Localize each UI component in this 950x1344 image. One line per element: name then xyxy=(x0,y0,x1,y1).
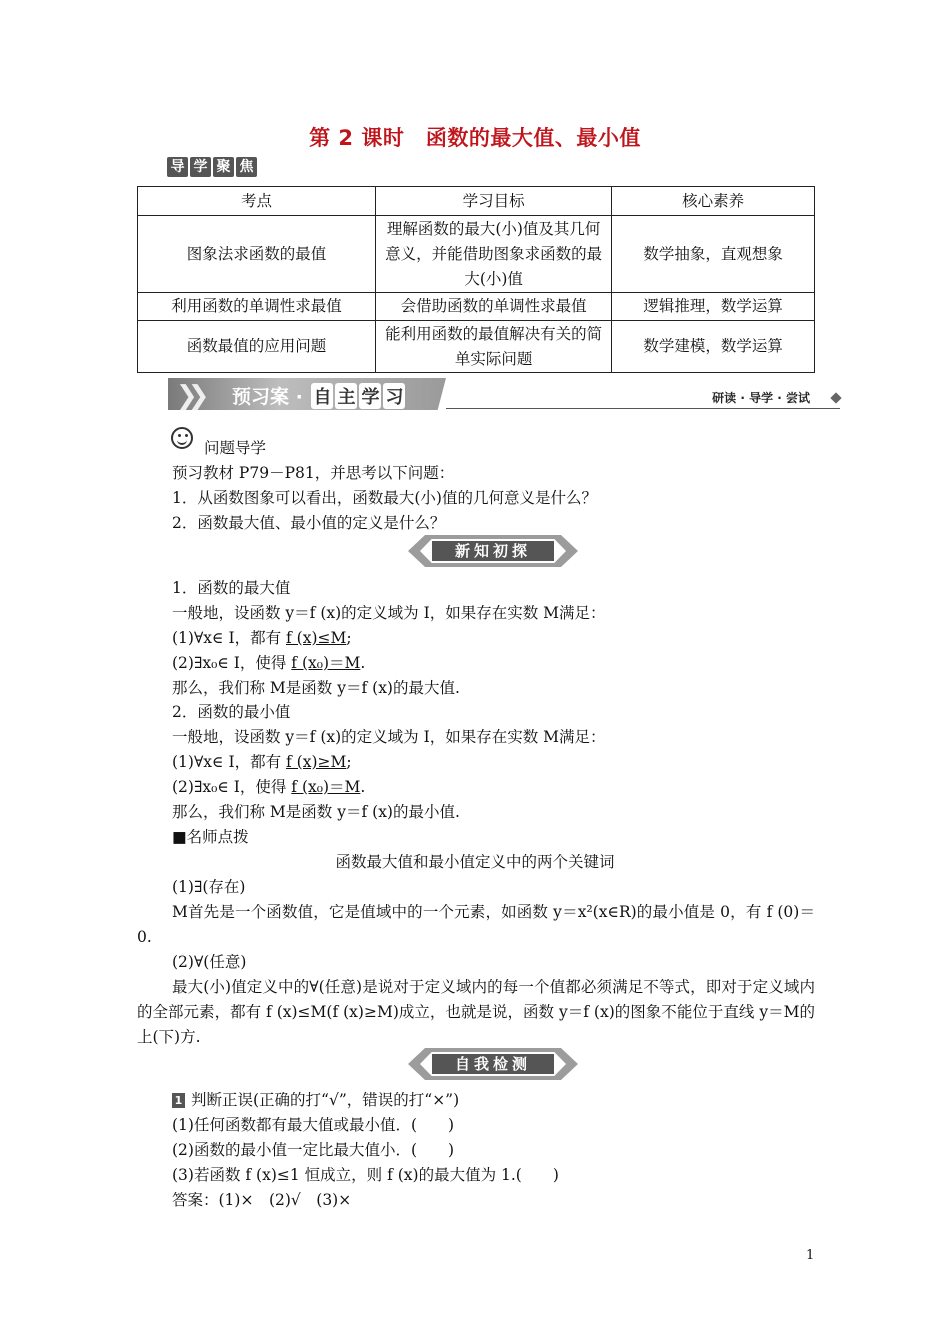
check-prompt: 1 判断正误(正确的打“√”，错误的打“×”) xyxy=(172,1088,459,1110)
tip-subtitle: 函数最大值和最小值定义中的两个关键词 xyxy=(335,853,615,871)
page-number: 1 xyxy=(806,1248,815,1263)
badge-char: 焦 xyxy=(236,157,257,177)
table-cell: 函数最值的应用问题 xyxy=(138,321,376,373)
ribbon-label: 自我检测 xyxy=(432,1054,554,1074)
min-condition-1: (1)∀x∈ I，都有 f (x)≥M; xyxy=(172,753,352,771)
check-answer: 答案：(1)× (2)√ (3)× xyxy=(172,1191,352,1209)
section-ribbon xyxy=(408,1048,578,1080)
diamond-icon xyxy=(830,392,841,403)
table-row xyxy=(138,321,815,373)
tip-keyword-1-text: M首先是一个函数值，它是值域中的一个元素，如函数 y＝x²(x∈R)的最小值是 0，有 f (0)＝0. xyxy=(137,903,815,946)
check-item: (1)任何函数都有最大值或最小值．( ) xyxy=(172,1116,455,1134)
table-header: 核心素养 xyxy=(612,187,815,216)
page-title: 第 2 课时 函数的最大值、最小值 xyxy=(309,126,641,150)
tip-keyword-2: (2)∀(任意) xyxy=(172,953,247,971)
answer-blank: f (x)≤M xyxy=(286,629,347,647)
table-row xyxy=(138,216,815,293)
table-row xyxy=(138,293,815,321)
banner-rule xyxy=(446,408,840,409)
objectives-table xyxy=(137,186,815,373)
banner-box-char: 学 xyxy=(359,383,381,409)
badge-char: 学 xyxy=(190,157,211,177)
table-cell: 能利用函数的最值解决有关的简单实际问题 xyxy=(376,321,612,373)
table-cell: 图象法求函数的最值 xyxy=(138,216,376,293)
table-cell: 利用函数的单调性求最值 xyxy=(138,293,376,321)
preview-intro: 预习教材 P79－P81，并思考以下问题： xyxy=(172,464,455,482)
double-chevron-icon: ❯❯ xyxy=(176,381,200,411)
banner-dot: · xyxy=(295,386,303,408)
banner-box-char: 主 xyxy=(335,383,357,409)
table-header: 考点 xyxy=(138,187,376,216)
tip-keyword-2-text: 最大(小)值定义中的∀(任意)是说对于定义域内的每一个值都必须满足不等式，即对于定义域内的全部元素，都有 f (x)≤M(f (x)≥M)成立，也就是说，函数 y＝f (x)的图象不能位于直线 y＝M的上(下)方. xyxy=(137,978,815,1046)
section-badge xyxy=(167,157,257,177)
preview-heading: 问题导学 xyxy=(204,439,267,457)
answer-blank: f (x₀)＝M xyxy=(291,778,361,796)
badge-char: 导 xyxy=(167,157,188,177)
table-cell: 理解函数的最大(小)值及其几何意义，并能借助图象求函数的最大(小)值 xyxy=(376,216,612,293)
max-condition-2: (2)∃x₀∈ I，使得 f (x₀)＝M. xyxy=(172,654,366,672)
ribbon-label: 新知初探 xyxy=(432,541,554,561)
banner-right-label: 研读 · 导学 · 尝试 xyxy=(712,391,810,405)
max-condition-1: (1)∀x∈ I，都有 f (x)≤M; xyxy=(172,629,352,647)
max-heading: 1．函数的最大值 xyxy=(172,579,291,597)
answer-blank: f (x₀)＝M xyxy=(291,654,361,672)
tip-heading: ■名师点拨 xyxy=(172,828,249,846)
min-condition-2: (2)∃x₀∈ I，使得 f (x₀)＝M. xyxy=(172,778,366,796)
table-cell: 数学建模，数学运算 xyxy=(612,321,815,373)
min-definition: 一般地，设函数 y＝f (x)的定义域为 I，如果存在实数 M满足： xyxy=(172,728,606,746)
preview-banner xyxy=(168,378,840,410)
check-item: (3)若函数 f (x)≤1 恒成立，则 f (x)的最大值为 1.( ) xyxy=(172,1166,559,1184)
table-cell: 会借助函数的单调性求最值 xyxy=(376,293,612,321)
banner-label: 预习案 xyxy=(232,386,290,408)
question-number: 1 xyxy=(172,1093,185,1108)
smiley-icon xyxy=(171,427,193,449)
answer-blank: f (x)≥M xyxy=(286,753,347,771)
max-conclusion: 那么，我们称 M是函数 y＝f (x)的最大值. xyxy=(172,679,460,697)
table-header-row xyxy=(138,187,815,216)
min-heading: 2．函数的最小值 xyxy=(172,703,291,721)
check-item: (2)函数的最小值一定比最大值小．( ) xyxy=(172,1141,455,1159)
table-cell: 逻辑推理，数学运算 xyxy=(612,293,815,321)
table-header: 学习目标 xyxy=(376,187,612,216)
table-cell: 数学抽象，直观想象 xyxy=(612,216,815,293)
preview-question: 2．函数最大值、最小值的定义是什么？ xyxy=(172,514,446,532)
min-conclusion: 那么，我们称 M是函数 y＝f (x)的最小值. xyxy=(172,803,460,821)
max-definition: 一般地，设函数 y＝f (x)的定义域为 I，如果存在实数 M满足： xyxy=(172,604,606,622)
preview-question: 1．从函数图象可以看出，函数最大(小)值的几何意义是什么？ xyxy=(172,489,597,507)
banner-box-char: 习 xyxy=(383,383,405,409)
badge-char: 聚 xyxy=(213,157,234,177)
tip-keyword-1: (1)∃(存在) xyxy=(172,878,246,896)
banner-box-char: 自 xyxy=(311,383,333,409)
section-ribbon xyxy=(408,535,578,567)
